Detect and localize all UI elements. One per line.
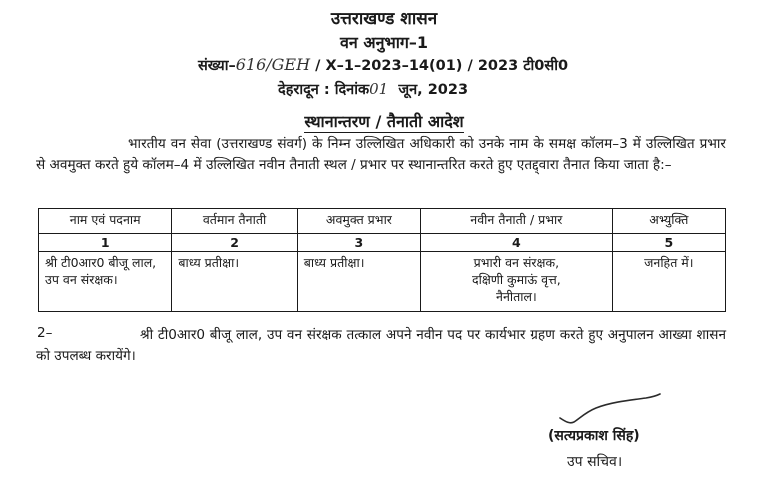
new-posting-cell: [421, 252, 613, 312]
table-header: अभ्युक्ति: [612, 209, 725, 234]
officer-designation: उप वन संरक्षक।: [45, 272, 118, 287]
order-title: [0, 110, 768, 132]
relieved-charge-cell: बाध्य प्रतीक्षा।: [297, 252, 420, 312]
handwritten-day: 01: [369, 80, 389, 98]
order-paragraph-2: श्री टी0आर0 बीजू लाल, उप वन संरक्षक तत्काल अपने नवीन पद पर कार्यभार ग्रहण करते हुए अनुपालन आख्या शासन को उपलब्ध करायेंगे।: [36, 327, 726, 364]
table-header: नाम एवं पदनाम: [39, 209, 172, 234]
order-title-text: स्थानान्तरण / तैनाती आदेश: [304, 112, 464, 131]
remarks-cell: जनहित में।: [612, 252, 725, 312]
column-number: 5: [612, 234, 725, 252]
table-header-row: [39, 209, 726, 234]
handwritten-reference: 616/GEH: [235, 55, 311, 74]
column-number: 4: [421, 234, 613, 252]
new-posting-line: नैनीताल।: [496, 289, 537, 304]
paragraph-2-number: 2–: [37, 325, 53, 341]
reference-rest: / X–1–2023–14(01) / 2023 टी0सी0: [315, 58, 569, 74]
table-row: [39, 252, 726, 312]
column-number: 3: [297, 234, 420, 252]
column-number: 2: [172, 234, 297, 252]
signatory-designation: उप सचिव।: [567, 454, 623, 470]
table-header: अवमुक्त प्रभार: [297, 209, 420, 234]
order-paragraph-1: भारतीय वन सेवा (उत्तराखण्ड संवर्ग) के निम्न उल्लिखित अधिकारी को उनके नाम के समक्ष कॉलम–3 में उल्लिखित प्रभार से अवमुक्त करते हुये कॉलम–4 में उल्लिखित नवीन तैनाती स्थल / प्रभार पर स्थानान्तरित करते हुए एतद्द्वारा तैनात किया जाता है:–: [36, 136, 726, 173]
officer-name-cell: [39, 252, 172, 312]
transfer-table: [38, 208, 726, 312]
new-posting-line: दक्षिणी कुमाऊं वृत्त,: [471, 272, 561, 287]
signature-mark: [556, 392, 666, 426]
reference-label: संख्या–: [198, 58, 236, 74]
column-number: 1: [39, 234, 172, 252]
reference-number: [198, 55, 568, 75]
signatory-name: (सत्यप्रकाश सिंह): [548, 428, 640, 444]
current-posting-cell: बाध्य प्रतीक्षा।: [172, 252, 297, 312]
month-year: जून, 2023: [398, 82, 469, 98]
new-posting-line: प्रभारी वन संरक्षक,: [473, 255, 560, 270]
place-date-line: [278, 79, 468, 99]
table-header: वर्तमान तैनाती: [172, 209, 297, 234]
table-header: नवीन तैनाती / प्रभार: [421, 209, 613, 234]
government-heading: उत्तराखण्ड शासन: [330, 9, 438, 29]
place-label: देहरादून : दिनांक: [278, 82, 370, 98]
officer-name: श्री टी0आर0 बीजू लाल,: [45, 255, 157, 270]
column-number-row: [39, 234, 726, 252]
section-heading: वन अनुभाग–1: [340, 33, 428, 52]
